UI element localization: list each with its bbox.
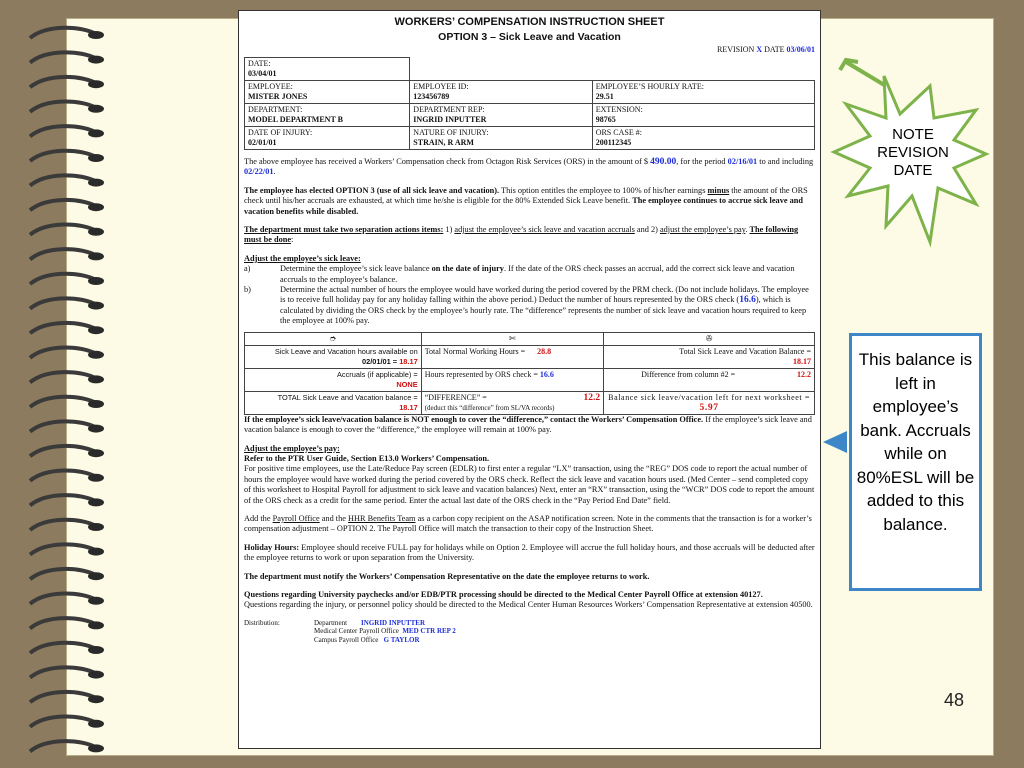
revision-date: 03/06/01: [786, 45, 815, 54]
spiral-hole: [88, 326, 104, 334]
spiral-coil: [30, 126, 96, 136]
sick-leave-heading: Adjust the employee’s sick leave:: [244, 253, 361, 263]
spiral-hole: [88, 720, 104, 728]
employee-cell: EMPLOYEE: MISTER JONES: [245, 81, 410, 104]
star-callout-text: NOTE REVISION DATE: [877, 126, 949, 179]
spiral-coil: [30, 274, 96, 284]
spiral-coil: [30, 52, 96, 62]
department-rep-cell: DEPARTMENT REP: INGRID INPUTTER: [410, 104, 592, 127]
revision-mark: X: [756, 45, 763, 54]
spiral-hole: [88, 302, 104, 310]
spiral-coil: [30, 446, 96, 456]
paragraph-check: The above employee has received a Workers’ Compensation check from Octagon Risk Services (ORS) in the amount of $ 490.00, for the period 02/16/01 to and including 02/22/01.: [244, 157, 814, 177]
instruction-sheet: [238, 10, 821, 749]
paragraph-actions: The department must take two separation actions items: 1) adjust the employee’s sick leave and vacation accruals and 2) adjust the employee’s pay. The following must be done:: [244, 225, 799, 245]
sheet-title: WORKERS’ COMPENSATION INSTRUCTION SHEET: [394, 16, 665, 28]
spiral-hole: [88, 179, 104, 187]
spiral-hole: [88, 474, 104, 482]
employee-info-table: [244, 57, 815, 150]
spiral-hole: [88, 228, 104, 236]
spiral-coil: [30, 151, 96, 161]
difference-cell: “DIFFERENCE” = 12.2 (deduct this “difference” from SL/VA records): [421, 391, 603, 414]
spiral-hole: [88, 744, 104, 752]
spiral-coil: [30, 397, 96, 407]
spiral-hole: [88, 425, 104, 433]
revision-line: REVISION X DATE 03/06/01: [716, 45, 815, 54]
spiral-coil: [30, 471, 96, 481]
total-sl-balance-cell: TOTAL Sick Leave and Vacation balance = 18.17: [245, 391, 422, 414]
spiral-hole: [88, 695, 104, 703]
spiral-binding: [22, 20, 112, 760]
column-2-icon: ✄: [421, 332, 603, 345]
spiral-coil: [30, 667, 96, 677]
spiral-hole: [88, 400, 104, 408]
balance-callout: This balance is left in employee’s bank. Accruals while on 80%ESL will be added to this balance.: [849, 333, 982, 591]
paragraph-not-enough: If the employee’s sick leave/vacation balance is NOT enough to cover the “difference,” contact the Workers’ Compensation Office. If the employee’s sick leave and vacation balance is enough to cover the “difference,” the employee will remain at 100% pay.: [244, 414, 812, 435]
spiral-coil: [30, 77, 96, 87]
column-1-icon: ➮: [245, 332, 422, 345]
spiral-hole: [88, 572, 104, 580]
spiral-hole: [88, 203, 104, 211]
spiral-coil: [30, 594, 96, 604]
pay-reference: Refer to the PTR User Guide, Section E13.0 Workers’ Compensation.: [244, 453, 490, 463]
injury-date-cell: DATE OF INJURY: 02/01/01: [245, 127, 410, 150]
paragraph-holiday: Holiday Hours: Employee should receive FULL pay for holidays while on Option 2. Employee will accrue the full holiday hours, and those accruals will be deducted after the employee returns to work or upon separation from the University.: [244, 542, 815, 563]
spiral-coil: [30, 421, 96, 431]
paragraph-questions: Questions regarding University paychecks and/or EDB/PTR processing should be directed to the Medical Center Payroll Office at extension 40127. Questions regarding the injury, or personnel policy should be directed to the Medical Center Human Resources Workers’ Compensation Representative at extension 40500.: [244, 589, 813, 610]
ors-hours-cell: Hours represented by ORS check = 16.6: [421, 368, 603, 391]
spiral-hole: [88, 646, 104, 654]
pointer-arrow-icon: [823, 431, 849, 453]
spiral-coil: [30, 225, 96, 235]
spiral-coil: [30, 717, 96, 727]
total-balance-cell: Total Sick Leave and Vacation Balance = 18.17: [604, 345, 815, 368]
extension-cell: EXTENSION: 98765: [592, 104, 814, 127]
accruals-cell: Accruals (if applicable) = NONE: [245, 368, 422, 391]
distribution-list: Distribution: Department INGRID INPUTTER Medical Center Payroll Office MED CTR REP 2 Campus Payroll Office G TAYLOR: [244, 618, 456, 644]
spiral-hole: [88, 597, 104, 605]
list-item-a: a) Determine the employee’s sick leave balance on the date of injury. If the date of the ORS check passes an accrual, add the correct sick leave and vacation accruals to the employee’s balance.: [244, 264, 795, 284]
hourly-rate-cell: EMPLOYEE’S HOURLY RATE: 29.51: [592, 81, 814, 104]
spiral-coil: [30, 520, 96, 530]
spiral-coil: [30, 643, 96, 653]
spiral-coil: [30, 372, 96, 382]
spiral-coil: [30, 200, 96, 210]
spiral-hole: [88, 671, 104, 679]
spiral-coil: [30, 298, 96, 308]
column-3-icon: ✇: [604, 332, 815, 345]
sl-available-cell: Sick Leave and Vacation hours available on 02/01/01 = 18.17: [245, 345, 422, 368]
spiral-coil: [30, 569, 96, 579]
spiral-hole: [88, 523, 104, 531]
spiral-coil: [30, 323, 96, 333]
spiral-coil: [30, 741, 96, 751]
department-cell: DEPARTMENT: MODEL DEPARTMENT B: [245, 104, 410, 127]
sheet-subtitle: OPTION 3 – Sick Leave and Vacation: [438, 31, 621, 43]
normal-hours-cell: Total Normal Working Hours = 28.8: [421, 345, 603, 368]
paragraph-option: The employee has elected OPTION 3 (use of all sick leave and vacation). This option entitles the employee to 100% of his/her earnings minus the amount of the ORS check until his/her accruals are exhausted, at which time he/she is eligible for the 80% Extended Sick Leave benefit. The employee continues to accrue sick leave and vacation benefits while disabled.: [244, 185, 808, 216]
spiral-hole: [88, 154, 104, 162]
balance-left-cell: Balance sick leave/vacation left for next worksheet = 5.97: [604, 391, 815, 414]
paragraph-pay: For positive time employees, use the Late/Reduce Pay screen (EDLR) to first enter a regular “LX” transaction, using the “REG” DOS code to report the actual number of hours the employee would have worked during the period covered by the ORS check. Reflect the sick leave and vacation hours used. (Med Center – send completed copy of this worksheet to Hospital Payroll for adjustment to sick leave and vacation balances) Next, enter an “RX” transaction, using the “WCR” DOS code to report the amount of the ORS check as a credit for the same period. Enter the actual last date of the ORS check in the “Pay Period End Date” field.: [244, 464, 815, 505]
spiral-hole: [88, 375, 104, 383]
list-item-b: b) Determine the actual number of hours the employee would have worked during the period covered by the PRM check. (Do not include holidays. The employee is to receive full holiday pay for any holiday falling within the above period.) Deduct the number of hours represented by the ORS check (16.6), which is calculated by dividing the ORS check by the employee’s hourly rate. The “difference” represents the number of sick leave and vacation hours required to keep the employee at 100% pay.: [244, 285, 809, 326]
spiral-hole: [88, 621, 104, 629]
spiral-coil: [30, 495, 96, 505]
injury-nature-cell: NATURE OF INJURY: STRAIN, R ARM: [410, 127, 592, 150]
spiral-hole: [88, 80, 104, 88]
spiral-coil: [30, 544, 96, 554]
spiral-hole: [88, 277, 104, 285]
spiral-coil: [30, 102, 96, 112]
employee-id-cell: EMPLOYEE ID: 123456789: [410, 81, 592, 104]
balance-table: [244, 332, 815, 415]
difference-column-cell: Difference from column #2 = 12.2: [604, 368, 815, 391]
spiral-hole: [88, 252, 104, 260]
spiral-coil: [30, 28, 96, 38]
spiral-coil: [30, 618, 96, 628]
page-number: 48: [944, 690, 965, 710]
date-cell: DATE: 03/04/01: [245, 58, 410, 81]
spiral-coil: [30, 249, 96, 259]
spiral-hole: [88, 498, 104, 506]
spiral-hole: [88, 351, 104, 359]
spiral-hole: [88, 129, 104, 137]
spiral-hole: [88, 56, 104, 64]
paragraph-asap: Add the Payroll Office and the HHR Benefits Team as a carbon copy recipient on the ASAP notification screen. Note in the comments that the transaction is for a worker’s compensation adjustment – OPTION 2. The Payroll Office will match the transaction to their copy of the Instruction Sheet.: [244, 513, 812, 534]
spiral-coil: [30, 348, 96, 358]
spiral-hole: [88, 31, 104, 39]
spiral-hole: [88, 548, 104, 556]
spiral-hole: [88, 449, 104, 457]
spiral-coil: [30, 175, 96, 185]
spiral-hole: [88, 105, 104, 113]
spiral-coil: [30, 692, 96, 702]
ors-case-cell: ORS CASE #: 200112345: [592, 127, 814, 150]
paragraph-notify: The department must notify the Workers’ Compensation Representative on the date the employee returns to work.: [244, 571, 650, 581]
pay-heading: Adjust the employee’s pay:: [244, 443, 340, 453]
